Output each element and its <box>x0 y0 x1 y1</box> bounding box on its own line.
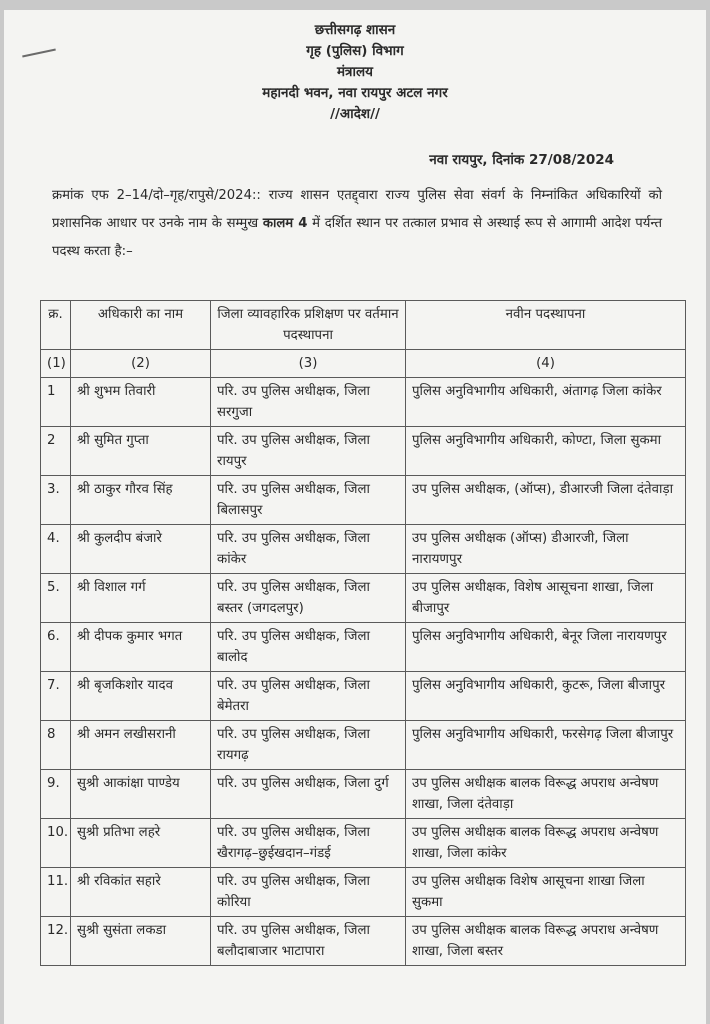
current-posting-cell: परि. उप पुलिस अधीक्षक, जिला बेमेतरा <box>211 672 406 721</box>
order-body-text: राज्य शासन एतद्द्वारा राज्य पुलिस सेवा संवर्ग के निम्नांकित अधिकारियों को प्रशासनिक आधार पर उनके नाम के सम्मुख <box>52 188 662 231</box>
table-row <box>41 819 686 868</box>
current-posting-cell: परि. उप पुलिस अधीक्षक, जिला कोरिया <box>211 868 406 917</box>
table-row <box>41 623 686 672</box>
new-posting-cell: उप पुलिस अधीक्षक बालक विरूद्ध अपराध अन्वेषण शाखा, जिला बस्तर <box>406 917 686 966</box>
header-current-posting: जिला व्यावहारिक प्रशिक्षण पर वर्तमान पदस्थापना <box>211 301 406 350</box>
table-header-row <box>41 301 686 350</box>
table-row <box>41 868 686 917</box>
serial-cell: 2 <box>41 427 71 476</box>
table-row <box>41 427 686 476</box>
current-posting-cell: परि. उप पुलिस अधीक्षक, जिला दुर्ग <box>211 770 406 819</box>
new-posting-cell: उप पुलिस अधीक्षक, (ऑप्स), डीआरजी जिला दंतेवाड़ा <box>406 476 686 525</box>
header-officer-name: अधिकारी का नाम <box>71 301 211 350</box>
serial-cell: 3. <box>41 476 71 525</box>
current-posting-cell: परि. उप पुलिस अधीक्षक, जिला रायपुर <box>211 427 406 476</box>
current-posting-cell: परि. उप पुलिस अधीक्षक, जिला बस्तर (जगदलपुर) <box>211 574 406 623</box>
officer-name-cell: श्री सुमित गुप्ता <box>71 427 211 476</box>
serial-cell: 7. <box>41 672 71 721</box>
new-posting-cell: पुलिस अनुविभागीय अधिकारी, बेनूर जिला नारायणपुर <box>406 623 686 672</box>
header-serial: क्र. <box>41 301 71 350</box>
officer-name-cell: श्री कुलदीप बंजारे <box>71 525 211 574</box>
current-posting-cell: परि. उप पुलिस अधीक्षक, जिला बालोद <box>211 623 406 672</box>
new-posting-cell: पुलिस अनुविभागीय अधिकारी, फरसेगढ़ जिला बीजापुर <box>406 721 686 770</box>
table-row <box>41 721 686 770</box>
govt-name: छत्तीसगढ़ शासन <box>314 22 396 38</box>
letterhead <box>4 20 706 125</box>
col-number: (2) <box>71 350 211 378</box>
table-row <box>41 378 686 427</box>
current-posting-cell: परि. उप पुलिस अधीक्षक, जिला बिलासपुर <box>211 476 406 525</box>
serial-cell: 12. <box>41 917 71 966</box>
order-dateline: नवा रायपुर, दिनांक 27/08/2024 <box>429 152 614 168</box>
header-new-posting: नवीन पदस्थापना <box>406 301 686 350</box>
col-number: (4) <box>406 350 686 378</box>
new-posting-cell: पुलिस अनुविभागीय अधिकारी, कोण्टा, जिला सुकमा <box>406 427 686 476</box>
current-posting-cell: परि. उप पुलिस अधीक्षक, जिला कांकेर <box>211 525 406 574</box>
ministry-name: मंत्रालय <box>336 64 373 80</box>
officer-name-cell: श्री शुभम तिवारी <box>71 378 211 427</box>
serial-cell: 1 <box>41 378 71 427</box>
serial-cell: 10. <box>41 819 71 868</box>
officer-name-cell: श्री विशाल गर्ग <box>71 574 211 623</box>
department-name: गृह (पुलिस) विभाग <box>306 43 404 59</box>
table-row <box>41 525 686 574</box>
posting-table <box>40 300 686 966</box>
officer-name-cell: सुश्री प्रतिभा लहरे <box>71 819 211 868</box>
new-posting-cell: पुलिस अनुविभागीय अधिकारी, अंतागढ़ जिला कांकेर <box>406 378 686 427</box>
col-number: (3) <box>211 350 406 378</box>
officer-name-cell: श्री अमन लखीसरानी <box>71 721 211 770</box>
order-title: //आदेश// <box>330 106 380 122</box>
new-posting-cell: पुलिस अनुविभागीय अधिकारी, कुटरू, जिला बीजापुर <box>406 672 686 721</box>
officer-name-cell: सुश्री आकांक्षा पाण्डेय <box>71 770 211 819</box>
new-posting-cell: उप पुलिस अधीक्षक बालक विरूद्ध अपराध अन्वेषण शाखा, जिला कांकेर <box>406 819 686 868</box>
col-number: (1) <box>41 350 71 378</box>
order-paragraph <box>52 182 662 266</box>
order-body-bold: कालम 4 <box>262 216 308 231</box>
table-row <box>41 917 686 966</box>
new-posting-cell: उप पुलिस अधीक्षक विशेष आसूचना शाखा जिला सुकमा <box>406 868 686 917</box>
current-posting-cell: परि. उप पुलिस अधीक्षक, जिला बलौदाबाजार भाटापारा <box>211 917 406 966</box>
table-row <box>41 574 686 623</box>
column-number-row <box>41 350 686 378</box>
new-posting-cell: उप पुलिस अधीक्षक बालक विरूद्ध अपराध अन्वेषण शाखा, जिला दंतेवाड़ा <box>406 770 686 819</box>
serial-cell: 6. <box>41 623 71 672</box>
current-posting-cell: परि. उप पुलिस अधीक्षक, जिला खैरागढ़–छुईखदान–गंडई <box>211 819 406 868</box>
officer-name-cell: श्री रविकांत सहारे <box>71 868 211 917</box>
serial-cell: 5. <box>41 574 71 623</box>
order-number: क्रमांक एफ 2–14/दो–गृह/रापुसे/2024:: <box>52 188 261 203</box>
current-posting-cell: परि. उप पुलिस अधीक्षक, जिला रायगढ़ <box>211 721 406 770</box>
document-page <box>4 10 706 1024</box>
current-posting-cell: परि. उप पुलिस अधीक्षक, जिला सरगुजा <box>211 378 406 427</box>
table-row <box>41 770 686 819</box>
office-address: महानदी भवन, नवा रायपुर अटल नगर <box>262 85 448 101</box>
new-posting-cell: उप पुलिस अधीक्षक, विशेष आसूचना शाखा, जिला बीजापुर <box>406 574 686 623</box>
officer-name-cell: श्री बृजकिशोर यादव <box>71 672 211 721</box>
officer-name-cell: सुश्री सुसंता लकडा <box>71 917 211 966</box>
serial-cell: 4. <box>41 525 71 574</box>
order-body-text-2: में दर्शित स्थान पर तत्काल प्रभाव से अस्थाई रूप से आगामी आदेश पर्यन्त पदस्थ करता है:– <box>52 216 662 259</box>
officer-name-cell: श्री दीपक कुमार भगत <box>71 623 211 672</box>
serial-cell: 11. <box>41 868 71 917</box>
table-row <box>41 476 686 525</box>
table-row <box>41 672 686 721</box>
serial-cell: 9. <box>41 770 71 819</box>
officer-name-cell: श्री ठाकुर गौरव सिंह <box>71 476 211 525</box>
serial-cell: 8 <box>41 721 71 770</box>
new-posting-cell: उप पुलिस अधीक्षक (ऑप्स) डीआरजी, जिला नारायणपुर <box>406 525 686 574</box>
